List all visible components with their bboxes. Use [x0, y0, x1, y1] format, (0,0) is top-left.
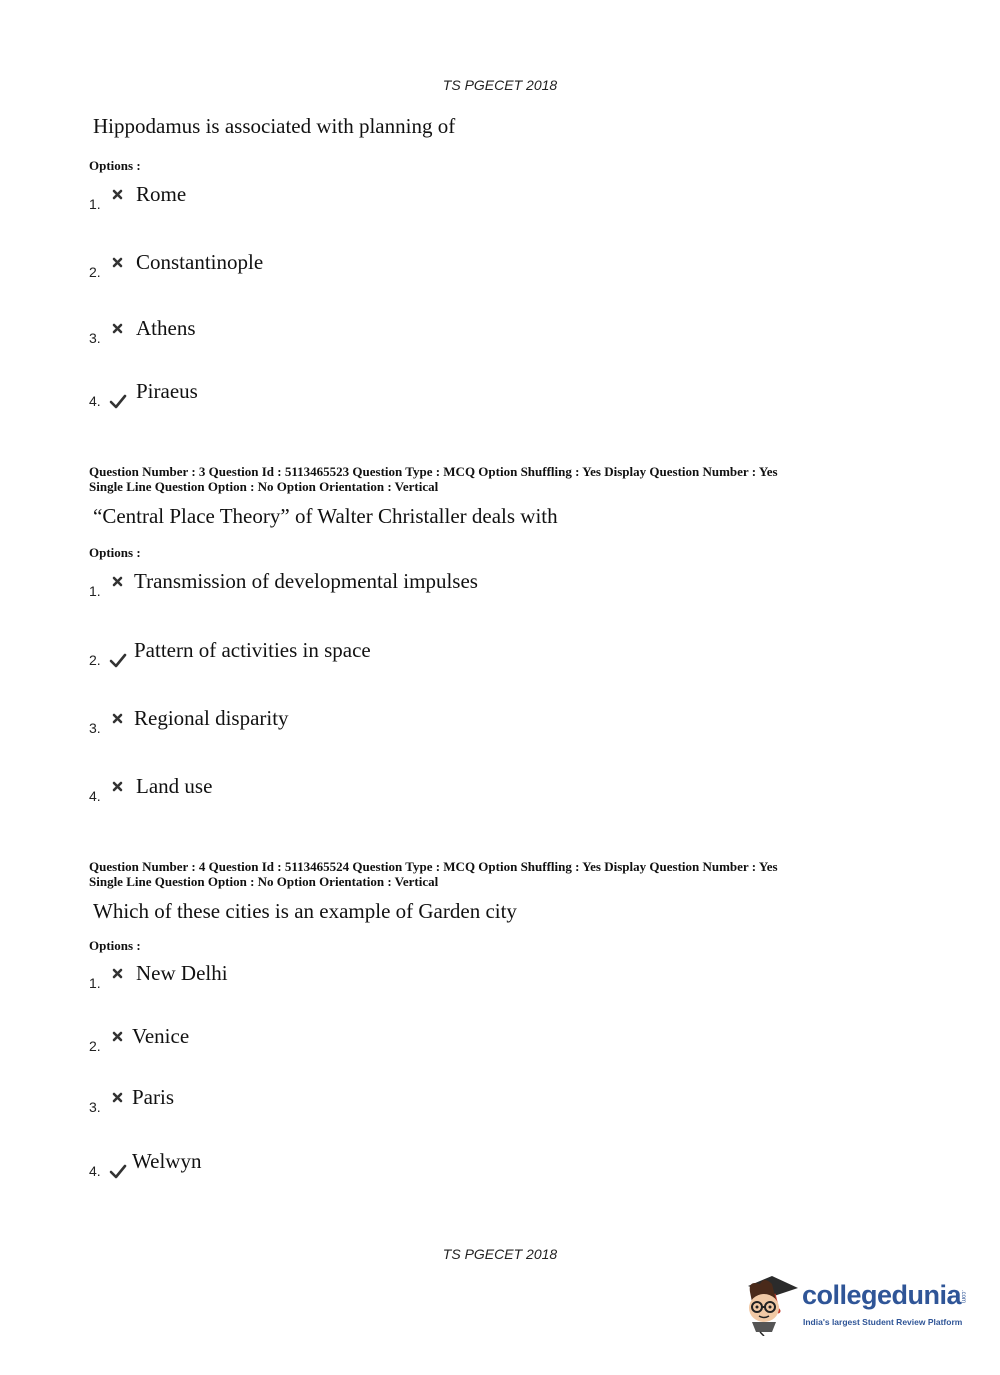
cross-icon: [109, 320, 127, 338]
option-text: Regional disparity: [134, 706, 289, 730]
check-icon: [109, 393, 127, 411]
option-text: Welwyn: [132, 1149, 202, 1173]
brand-domain: .com: [960, 1290, 966, 1304]
option-number: 3.: [89, 1099, 101, 1115]
check-icon: [109, 652, 127, 670]
page-footer: TS PGECET 2018: [442, 1246, 558, 1262]
option-text: Venice: [132, 1024, 190, 1048]
check-icon: [109, 1163, 127, 1181]
option-item: [89, 1085, 789, 1125]
cross-icon: [109, 186, 127, 204]
brand-tagline: India's largest Student Review Platform: [803, 1317, 963, 1327]
option-item: [89, 706, 789, 746]
options-label: Options :: [89, 158, 141, 173]
option-number: 1.: [89, 196, 101, 212]
option-number: 2.: [89, 264, 101, 280]
option-item: [89, 250, 789, 290]
brand-name: collegedunia: [802, 1280, 962, 1310]
option-item: [89, 182, 789, 222]
option-number: 3.: [89, 720, 101, 736]
page-header: TS PGECET 2018: [442, 77, 558, 93]
option-number: 1.: [89, 975, 101, 991]
option-item: [89, 379, 789, 419]
option-number: 4.: [89, 393, 101, 409]
option-text: Land use: [136, 774, 213, 798]
cross-icon: [109, 573, 127, 591]
cross-icon: [109, 710, 127, 728]
cross-icon: [109, 778, 127, 796]
option-number: 2.: [89, 1038, 101, 1054]
collegedunia-logo: [742, 1270, 972, 1340]
option-number: 4.: [89, 1163, 101, 1179]
question-meta: [89, 465, 889, 494]
meta-line: Single Line Question Option : No Option Orientation : Vertical: [89, 873, 439, 889]
option-item: [89, 638, 789, 678]
question-text: Which of these cities is an example of Garden city: [93, 899, 517, 923]
option-text: New Delhi: [136, 961, 228, 985]
option-number: 2.: [89, 652, 101, 668]
question-text: “Central Place Theory” of Walter Christaller deals with: [93, 504, 558, 528]
question-text: Hippodamus is associated with planning of: [93, 114, 456, 138]
option-item: [89, 316, 789, 356]
option-item: [89, 961, 789, 1001]
option-item: [89, 774, 789, 814]
cross-icon: [109, 254, 127, 272]
cross-icon: [109, 965, 127, 983]
student-mascot-icon: [742, 1270, 800, 1336]
option-number: 1.: [89, 583, 101, 599]
option-item: [89, 1149, 789, 1189]
meta-line: Single Line Question Option : No Option Orientation : Vertical: [89, 478, 439, 494]
option-text: Pattern of activities in space: [134, 638, 371, 662]
cross-icon: [109, 1028, 127, 1046]
option-text: Athens: [136, 316, 196, 340]
option-text: Rome: [136, 182, 187, 206]
option-text: Piraeus: [136, 379, 198, 403]
option-number: 3.: [89, 330, 101, 346]
option-item: [89, 569, 789, 609]
question-meta: [89, 860, 889, 889]
options-label: Options :: [89, 545, 141, 560]
meta-line: Question Number : 3 Question Id : 5113465523 Question Type : MCQ Option Shuffling : Yes Display Question Number : Yes: [89, 464, 778, 479]
meta-line: Question Number : 4 Question Id : 5113465524 Question Type : MCQ Option Shuffling : Yes Display Question Number : Yes: [89, 859, 778, 874]
option-item: [89, 1024, 789, 1064]
option-text: Paris: [132, 1085, 174, 1109]
options-label: Options :: [89, 938, 141, 953]
cross-icon: [109, 1089, 127, 1107]
option-text: Constantinople: [136, 250, 264, 274]
option-text: Transmission of developmental impulses: [134, 569, 478, 593]
option-number: 4.: [89, 788, 101, 804]
